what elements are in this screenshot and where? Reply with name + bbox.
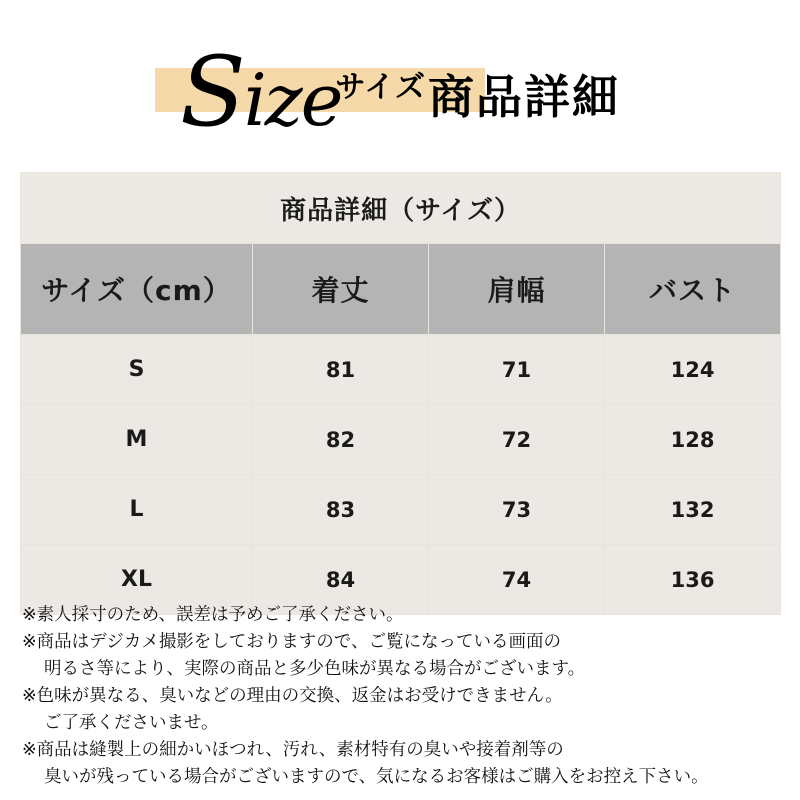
cell-size: S bbox=[21, 335, 253, 405]
column-header-size: サイズ（cm） bbox=[21, 244, 253, 335]
note-line: ※色味が異なる、臭いなどの理由の交換、返金はお受けできません。 bbox=[22, 686, 563, 706]
note-line: ※商品はデジカメ撮影をしておりますので、ご覧になっている画面の bbox=[22, 632, 561, 652]
cell-size: M bbox=[21, 405, 253, 475]
cell-bust: 124 bbox=[605, 335, 781, 405]
cell-length: 84 bbox=[253, 545, 429, 615]
cell-size: L bbox=[21, 475, 253, 545]
size-table-wrapper bbox=[20, 172, 780, 615]
note-line: ご了承くださいませ。 bbox=[44, 713, 219, 733]
column-header-bust: バスト bbox=[605, 244, 781, 335]
column-header-length: 着丈 bbox=[253, 244, 429, 335]
table-caption-row bbox=[21, 173, 781, 244]
notes-section bbox=[22, 602, 792, 791]
cell-bust: 132 bbox=[605, 475, 781, 545]
cell-shoulder: 71 bbox=[429, 335, 605, 405]
title-script-text bbox=[180, 36, 342, 148]
page-header bbox=[0, 0, 800, 160]
title-kana-text: サイズ bbox=[335, 70, 426, 105]
note-line: 明るさ等により、実際の商品と多少色味が異なる場合がございます。 bbox=[44, 659, 586, 679]
title-main-text: 商品詳細 bbox=[427, 70, 620, 124]
cell-shoulder: 72 bbox=[429, 405, 605, 475]
table-row bbox=[21, 335, 781, 405]
column-header-shoulder: 肩幅 bbox=[429, 244, 605, 335]
table-row bbox=[21, 475, 781, 545]
note-line: 臭いが残っている場合がございますので、気になるお客様はご購入をお控え下さい。 bbox=[44, 767, 709, 787]
table-header-row bbox=[21, 244, 781, 335]
cell-length: 82 bbox=[253, 405, 429, 475]
table-row bbox=[21, 405, 781, 475]
cell-length: 81 bbox=[253, 335, 429, 405]
cell-shoulder: 74 bbox=[429, 545, 605, 615]
title-script-capital: S bbox=[180, 36, 244, 148]
cell-bust: 128 bbox=[605, 405, 781, 475]
note-line: ※商品は縫製上の細かいほつれ、汚れ、素材特有の臭いや接着剤等の bbox=[22, 740, 564, 760]
table-caption: 商品詳細（サイズ） bbox=[21, 173, 781, 244]
note-line: ※素人採寸のため、誤差は予めご了承ください。 bbox=[22, 605, 404, 625]
cell-shoulder: 73 bbox=[429, 475, 605, 545]
size-table bbox=[20, 172, 781, 615]
cell-length: 83 bbox=[253, 475, 429, 545]
cell-bust: 136 bbox=[605, 545, 781, 615]
page-title bbox=[0, 36, 800, 148]
cell-size: XL bbox=[21, 545, 253, 615]
title-script-rest: ize bbox=[243, 58, 342, 142]
